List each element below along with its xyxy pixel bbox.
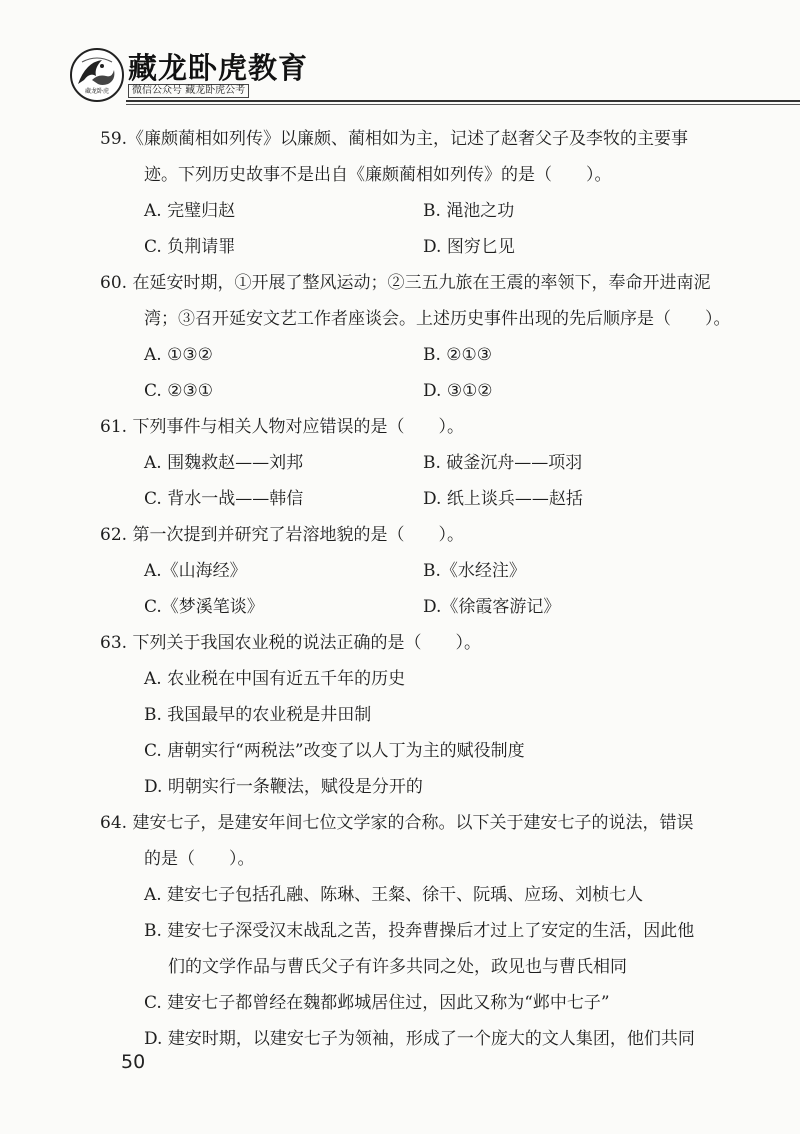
- option-c: C. 背水一战——韩信: [144, 489, 304, 509]
- question-stem: 60. 在延安时期，①开展了整风运动；②三五九旅在王震的率领下，奉命开进南泥: [100, 273, 711, 293]
- question-stem: 63. 下列关于我国农业税的说法正确的是（ ）。: [100, 633, 481, 653]
- question-stem-continued: 湾；③召开延安文艺工作者座谈会。上述历史事件出现的先后顺序是（ ）。: [144, 309, 731, 329]
- option-c: C. ②③①: [144, 381, 213, 401]
- question-stem-continued: 的是（ ）。: [144, 849, 255, 869]
- option-d: D. 建安时期，以建安七子为领袖，形成了一个庞大的文人集团，他们共同: [144, 1029, 695, 1049]
- option-d: D. ③①②: [423, 381, 493, 401]
- brand-logo: [70, 48, 124, 102]
- option-grid: [100, 553, 740, 625]
- option-d: D.《徐霞客游记》: [423, 597, 561, 617]
- option-grid: [100, 337, 740, 409]
- option-list: [100, 661, 740, 805]
- question-63: [100, 625, 740, 805]
- option-grid: [100, 193, 740, 265]
- question-61: [100, 409, 740, 517]
- question-62: [100, 517, 740, 625]
- option-d: D. 明朝实行一条鞭法，赋役是分开的: [144, 777, 423, 797]
- option-c: C. 负荆请罪: [144, 237, 236, 257]
- page-number: 50: [121, 1051, 146, 1073]
- option-list: [100, 877, 740, 1057]
- option-a: A. 围魏救赵——刘邦: [144, 453, 304, 473]
- option-c: C.《梦溪笔谈》: [144, 597, 264, 617]
- question-64: [100, 805, 740, 1057]
- option-grid: [100, 445, 740, 517]
- option-a: A. 完璧归赵: [144, 201, 236, 221]
- header-rule: [126, 100, 800, 102]
- question-stem: 61. 下列事件与相关人物对应错误的是（ ）。: [100, 417, 464, 437]
- question-stem: 59.《廉颇蔺相如列传》以廉颇、蔺相如为主，记述了赵奢父子及李牧的主要事: [100, 129, 689, 149]
- option-b: B. 渑池之功: [423, 201, 515, 221]
- brand-title: 藏龙卧虎教育: [128, 51, 309, 85]
- option-d: D. 图穷匕见: [423, 237, 515, 257]
- option-b-continued: 们的文学作品与曹氏父子有许多共同之处，政见也与曹氏相同: [168, 957, 627, 977]
- question-stem-continued: 迹。下列历史故事不是出自《廉颇蔺相如列传》的是（ ）。: [144, 165, 612, 185]
- option-b: B. ②①③: [423, 345, 493, 365]
- option-b: B. 破釜沉舟——项羽: [423, 453, 583, 473]
- option-b: B.《水经注》: [423, 561, 526, 581]
- logo-text: 藏龙卧虎: [84, 88, 109, 95]
- brand-subtitle: 微信公众号 藏龙卧虎公考: [128, 84, 249, 98]
- page-header: [0, 0, 800, 110]
- question-list: [100, 121, 740, 1057]
- question-stem: 62. 第一次提到并研究了岩溶地貌的是（ ）。: [100, 525, 464, 545]
- option-a: A.《山海经》: [144, 561, 247, 581]
- option-a: A. 农业税在中国有近五千年的历史: [144, 669, 406, 689]
- option-d: D. 纸上谈兵——赵括: [423, 489, 583, 509]
- option-b: B. 我国最早的农业税是井田制: [144, 705, 372, 725]
- option-a: A. ①③②: [144, 345, 213, 365]
- question-60: [100, 265, 740, 409]
- option-c: C. 建安七子都曾经在魏都邺城居住过，因此又称为“邺中七子”: [144, 993, 610, 1013]
- question-stem: 64. 建安七子，是建安年间七位文学家的合称。以下关于建安七子的说法，错误: [100, 813, 694, 833]
- header-rule-thin: [126, 104, 800, 105]
- question-59: [100, 121, 740, 265]
- option-c: C. 唐朝实行“两税法”改变了以人丁为主的赋役制度: [144, 741, 525, 761]
- option-b: B. 建安七子深受汉末战乱之苦，投奔曹操后才过上了安定的生活，因此他: [144, 921, 695, 941]
- option-a: A. 建安七子包括孔融、陈琳、王粲、徐干、阮瑀、应玚、刘桢七人: [144, 885, 644, 905]
